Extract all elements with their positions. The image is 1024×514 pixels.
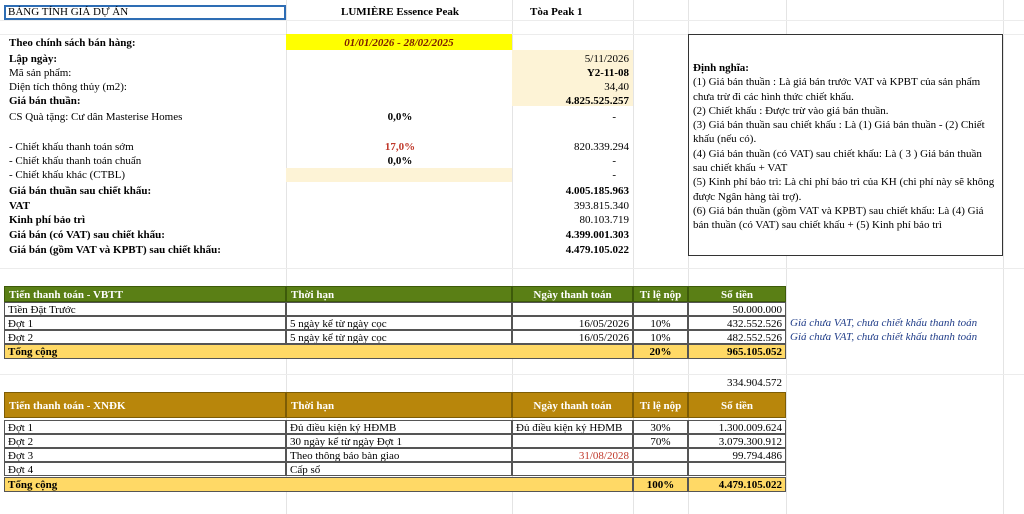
- price-vat-value: 4.399.001.303: [565, 229, 629, 241]
- tower-name: Tòa Peak 1: [530, 6, 583, 18]
- gift-value: -: [612, 111, 616, 123]
- xndk-header-amount[interactable]: Số tiền: [688, 392, 786, 418]
- table-row[interactable]: Đợt 2: [4, 434, 286, 448]
- maintenance-value: 80.103.719: [579, 214, 629, 226]
- definition-6: (6) Giá bán thuần (gồm VAT và KPBT) sau chiết khấu: Là (4) Giá bán thuần (có VAT) sau chiết khấu + (5) Kinh phí bảo trì: [693, 204, 984, 232]
- table-cell[interactable]: [512, 434, 633, 448]
- project-name: LUMIÈRE Essence Peak: [341, 6, 459, 18]
- definitions-title: Định nghĩa:: [693, 62, 749, 74]
- table-cell[interactable]: 16/05/2026: [512, 316, 633, 330]
- definitions-box: [688, 34, 1003, 256]
- table-cell[interactable]: 482.552.526: [688, 330, 786, 344]
- policy-period[interactable]: 01/01/2026 - 28/02/2025: [344, 37, 454, 49]
- table-cell[interactable]: [633, 302, 688, 316]
- sheet-title[interactable]: BẢNG TÍNH GIÁ DỰ ÁN: [4, 5, 286, 20]
- other-discount-value: -: [612, 169, 616, 181]
- table-cell[interactable]: 3.079.300.912: [688, 434, 786, 448]
- table-cell[interactable]: [633, 448, 688, 462]
- table-cell[interactable]: [512, 302, 633, 316]
- table-row[interactable]: Đợt 1: [4, 316, 286, 330]
- definition-1: (1) Giá bán thuần : Là giá bán trước VAT và KPBT của sản phẩm chưa trừ đi các hình thức chiết khấu.: [693, 76, 981, 103]
- table-row[interactable]: Tiền Đặt Trước: [4, 302, 286, 316]
- table-row[interactable]: Đợt 3: [4, 448, 286, 462]
- table-cell[interactable]: 31/08/2028: [512, 448, 633, 462]
- vbtt-extra-amount[interactable]: 334.904.572: [727, 377, 782, 389]
- standard-discount-pct[interactable]: 0,0%: [387, 155, 413, 167]
- xndk-total-amount[interactable]: 4.479.105.022: [688, 477, 786, 492]
- table-cell[interactable]: 5 ngày kể từ ngày cọc: [286, 330, 512, 344]
- policy-label: Theo chính sách bán hàng:: [9, 37, 136, 49]
- table-row[interactable]: Đợt 2: [4, 330, 286, 344]
- vat-value: 393.815.340: [574, 200, 629, 212]
- created-value[interactable]: 5/11/2026: [584, 53, 629, 65]
- early-discount-label: - Chiết khấu thanh toán sớm: [9, 141, 134, 153]
- table-cell[interactable]: 99.794.486: [688, 448, 786, 462]
- table-cell[interactable]: Cấp sổ: [286, 462, 512, 476]
- table-cell[interactable]: [633, 462, 688, 476]
- xndk-total-pct[interactable]: 100%: [633, 477, 688, 492]
- table-row[interactable]: Đợt 1: [4, 420, 286, 434]
- vbtt-total-amount[interactable]: 965.105.052: [688, 344, 786, 359]
- table-cell[interactable]: Đủ điều kiện ký HĐMB: [512, 420, 633, 434]
- table-cell[interactable]: 10%: [633, 330, 688, 344]
- vbtt-header-date[interactable]: Ngày thanh toán: [512, 286, 633, 302]
- vbtt-total-label[interactable]: Tổng cộng: [4, 344, 633, 359]
- vbtt-total-pct[interactable]: 20%: [633, 344, 688, 359]
- table-cell[interactable]: 432.552.526: [688, 316, 786, 330]
- standard-discount-label: - Chiết khấu thanh toán chuẩn: [9, 155, 142, 167]
- table-cell[interactable]: Đủ điều kiện ký HĐMB: [286, 420, 512, 434]
- maintenance-label: Kinh phí bảo trì: [9, 214, 86, 226]
- price-vat-label: Giá bán (có VAT) sau chiết khấu:: [9, 229, 165, 241]
- xndk-header-date[interactable]: Ngày thanh toán: [512, 392, 633, 418]
- xndk-header-name[interactable]: Tiến thanh toán - XNĐK: [4, 392, 286, 418]
- vat-label: VAT: [9, 200, 30, 212]
- table-cell[interactable]: [286, 302, 512, 316]
- early-discount-pct[interactable]: 17,0%: [384, 141, 416, 153]
- table-row[interactable]: Đợt 4: [4, 462, 286, 476]
- row-note: Giá chưa VAT, chưa chiết khấu thanh toán: [790, 331, 978, 343]
- product-value[interactable]: Y2-11-08: [586, 67, 629, 79]
- xndk-header-pct[interactable]: Tỉ lệ nộp: [633, 392, 688, 418]
- table-cell[interactable]: Theo thông báo bàn giao: [286, 448, 512, 462]
- table-cell[interactable]: 1.300.009.624: [688, 420, 786, 434]
- net-price-value[interactable]: 4.825.525.257: [565, 95, 629, 107]
- after-discount-label: Giá bán thuần sau chiết khấu:: [9, 185, 152, 197]
- area-label: Diện tích thông thủy (m2):: [9, 81, 127, 93]
- discount-input-cell: [286, 168, 512, 182]
- table-cell[interactable]: 70%: [633, 434, 688, 448]
- area-value[interactable]: 34,40: [604, 81, 629, 93]
- definition-3: (3) Giá bán thuần sau chiết khấu : Là (1) Giá bán thuần - (2) Chiết khấu (nếu có).: [693, 119, 985, 146]
- gift-label: CS Quà tặng: Cư dân Masterise Homes: [9, 111, 183, 123]
- standard-discount-value: -: [612, 155, 616, 167]
- after-discount-value: 4.005.185.963: [565, 185, 629, 197]
- vbtt-header-pct[interactable]: Tỉ lệ nộp: [633, 286, 688, 302]
- table-cell[interactable]: 5 ngày kể từ ngày cọc: [286, 316, 512, 330]
- product-label: Mã sản phẩm:: [9, 67, 72, 79]
- net-price-label: Giá bán thuần:: [9, 95, 81, 107]
- row-note: Giá chưa VAT, chưa chiết khấu thanh toán: [790, 317, 978, 329]
- price-total-value: 4.479.105.022: [565, 244, 629, 256]
- vbtt-header-name[interactable]: Tiến thanh toán - VBTT: [4, 286, 286, 302]
- vbtt-header-amount[interactable]: Số tiền: [688, 286, 786, 302]
- vbtt-header-term[interactable]: Thời hạn: [286, 286, 512, 302]
- table-cell[interactable]: 30 ngày kể từ ngày Đợt 1: [286, 434, 512, 448]
- table-cell[interactable]: 16/05/2026: [512, 330, 633, 344]
- xndk-total-label[interactable]: Tổng cộng: [4, 477, 633, 492]
- table-cell[interactable]: [512, 462, 633, 476]
- table-cell[interactable]: [688, 462, 786, 476]
- gift-pct[interactable]: 0,0%: [387, 111, 413, 123]
- table-cell[interactable]: 50.000.000: [688, 302, 786, 316]
- table-cell[interactable]: 10%: [633, 316, 688, 330]
- table-cell[interactable]: 30%: [633, 420, 688, 434]
- early-discount-value: 820.339.294: [574, 141, 629, 153]
- definition-2: (2) Chiết khấu : Được trừ vào giá bán thuần.: [693, 104, 889, 117]
- created-label: Lập ngày:: [9, 53, 57, 65]
- definition-4: (4) Giá bán thuần (có VAT) sau chiết khấu: Là ( 3 ) Giá bán thuần sau chiết khấu + VAT: [693, 147, 982, 175]
- price-total-label: Giá bán (gồm VAT và KPBT) sau chiết khấu:: [9, 244, 221, 256]
- other-discount-label: - Chiết khấu khác (CTBL): [9, 169, 126, 181]
- xndk-header-term[interactable]: Thời hạn: [286, 392, 512, 418]
- definition-5: (5) Kinh phí bảo trì: Là chi phí bảo trì của KH (chi phí này sẽ không được Ngân hàng tài trợ).: [693, 176, 995, 203]
